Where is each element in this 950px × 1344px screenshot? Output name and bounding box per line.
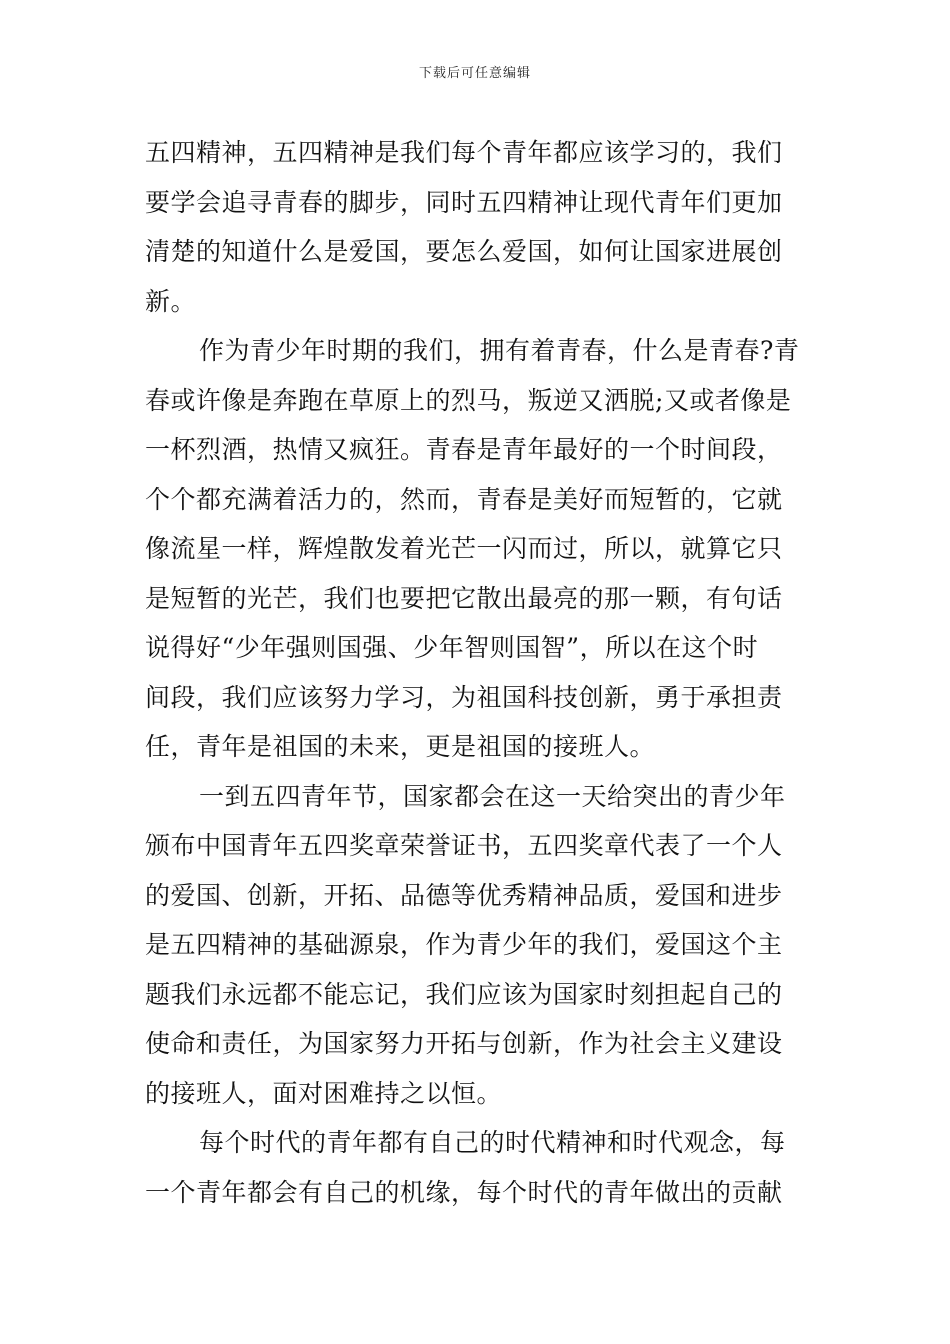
text-line: 是短暂的光芒，我们也要把它散出最亮的那一颗，有句话 <box>145 583 783 613</box>
paragraph-4 <box>145 1118 805 1217</box>
text-line: 颁布中国青年五四奖章荣誉证书，五四奖章代表了一个人 <box>145 831 783 860</box>
text-line: 使命和责任，为国家努力开拓与创新，作为社会主义建设 <box>145 1029 783 1058</box>
text-line: 五四精神，五四精神是我们每个青年都应该学习的，我们 <box>145 138 783 167</box>
document-body <box>145 128 805 1217</box>
text-line: 要学会追寻青春的脚步，同时五四精神让现代青年们更加 <box>145 187 783 217</box>
text-line: 题我们永远都不能忘记，我们应该为国家时刻担起自己的 <box>145 979 783 1009</box>
page-header: 下载后可任意编辑 <box>418 66 531 81</box>
paragraph-3 <box>145 772 805 1119</box>
paragraph-1 <box>145 128 805 326</box>
text-line: 作为青少年时期的我们，拥有着青春，什么是青春?青 <box>199 336 800 365</box>
text-line: 是五四精神的基础源泉，作为青少年的我们，爱国这个主 <box>145 930 783 959</box>
text-line: 的爱国、创新，开拓、品德等优秀精神品质，爱国和进步 <box>145 880 783 910</box>
text-line: 每个时代的青年都有自己的时代精神和时代观念，每 <box>199 1128 786 1157</box>
text-line: 说得好“少年强则国强、少年智则国智”，所以在这个时 <box>145 633 759 662</box>
text-line: 一到五四青年节，国家都会在这一天给突出的青少年 <box>199 781 786 811</box>
text-line: 一个青年都会有自己的机缘，每个时代的青年做出的贡献 <box>145 1177 783 1207</box>
text-line: 春或许像是奔跑在草原上的烈马，叛逆又洒脱;又或者像是 <box>145 385 792 415</box>
text-line: 像流星一样，辉煌散发着光芒一闪而过，所以，就算它只 <box>145 534 783 563</box>
text-line: 的接班人，面对困难持之以恒。 <box>145 1078 503 1108</box>
text-line: 新。 <box>145 286 197 316</box>
text-line: 个个都充满着活力的，然而，青春是美好而短暂的，它就 <box>145 484 783 514</box>
text-line: 清楚的知道什么是爱国，要怎么爱国，如何让国家进展创 <box>145 237 783 266</box>
text-line: 一杯烈酒，热情又疯狂。青春是青年最好的一个时间段， <box>145 435 783 464</box>
paragraph-2 <box>145 326 805 772</box>
text-line: 间段，我们应该努力学习，为祖国科技创新，勇于承担责 <box>145 682 783 712</box>
text-line: 任，青年是祖国的未来，更是祖国的接班人。 <box>145 732 656 761</box>
